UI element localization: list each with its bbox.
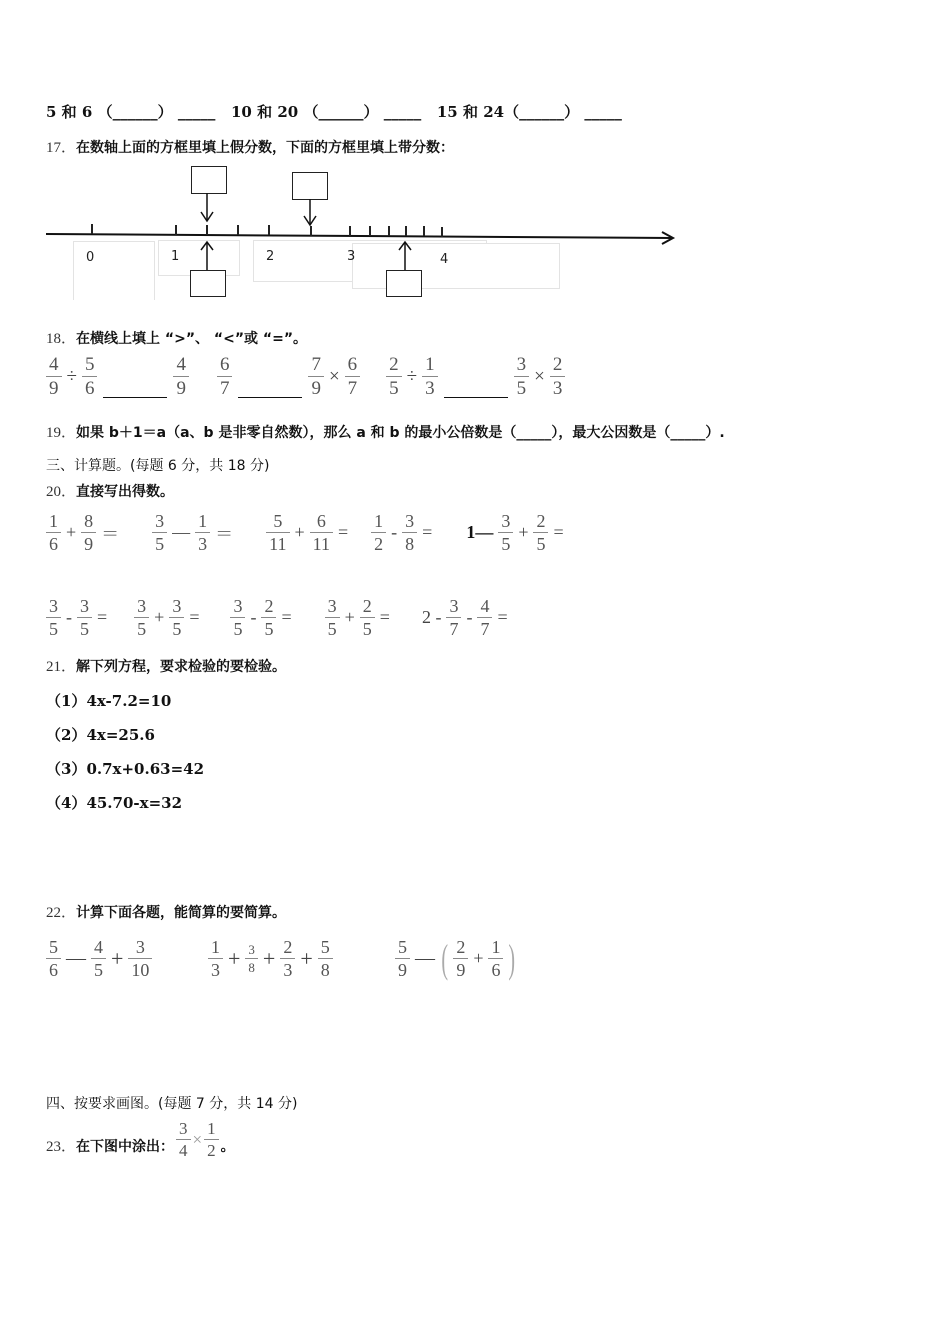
mental-math-item: $\frac{5}{11}$ + $\frac{6}{11}$ = — [264, 512, 351, 553]
mental-math-item: $\frac{3}{5}$ + $\frac{3}{5}$ = — [132, 597, 202, 638]
equals-sign: = — [97, 607, 108, 627]
tick-mark — [237, 225, 239, 235]
compare-blank-2[interactable] — [238, 379, 302, 398]
fraction: $\frac{8}{9}$ — [81, 512, 96, 553]
fraction: $\frac{3}{7}$ — [446, 597, 461, 638]
fraction: $\frac{2}{5}$ — [360, 597, 375, 638]
fraction: $\frac{3}{5}$ — [514, 355, 530, 398]
fraction: $\frac{6}{7}$ — [217, 355, 233, 398]
tick-mark — [405, 226, 407, 236]
fraction: $\frac{3}{5}$ — [134, 597, 149, 638]
tick-mark — [423, 226, 425, 236]
fraction: $\frac{3}{5}$ — [325, 597, 340, 638]
tick-mark — [91, 224, 93, 234]
tick-label-1: 1 — [171, 249, 180, 264]
tick-mark — [175, 225, 177, 235]
number-line-figure — [0, 160, 700, 305]
fraction: $\frac{1}{3}$ — [422, 355, 438, 398]
equation-4: （4）45.70-x=32 — [46, 794, 183, 812]
section-4-heading: 四、按要求画图。(每题 7 分，共 14 分) — [46, 1096, 298, 1112]
q16-blank-lcm-3[interactable]: ______ — [519, 103, 565, 121]
section-3-heading: 三、计算题。(每题 6 分，共 18 分) — [46, 458, 270, 474]
fraction: $\frac{3}{5}$ — [169, 597, 184, 638]
q16-pair-2: 10 和 20 — [231, 103, 299, 121]
fraction: $\frac{3}{5}$ — [498, 512, 513, 553]
fraction: $\frac{3}{5}$ — [230, 597, 245, 638]
q20-prompt: 20．直接写出得数。 — [46, 484, 175, 500]
mental-math-item: 2 - $\frac{3}{7}$ - $\frac{4}{7}$ = — [421, 596, 508, 639]
mental-math-item: $\frac{3}{5}$ - $\frac{2}{5}$ = — [228, 597, 294, 638]
mental-math-item: $\frac{3}{5}$ - $\frac{3}{5}$ = — [44, 597, 110, 638]
equals-sign: = — [338, 522, 349, 542]
fraction: $\frac{2}{5}$ — [533, 512, 548, 553]
mental-math-item: $\frac{3}{5}$ + $\frac{2}{5}$ = — [323, 597, 393, 638]
mental-math-item: $\frac{1}{2}$ - $\frac{3}{8}$ = — [369, 512, 435, 553]
q17-prompt — [46, 137, 454, 158]
q20-row-1 — [44, 512, 567, 553]
equals-sign: ＝ — [101, 523, 120, 544]
mental-math-item: $\frac{3}{5}$ — $\frac{1}{3}$ ＝ — [150, 512, 236, 553]
tick-label-4: 4 — [440, 252, 449, 267]
compare-blank-1[interactable] — [103, 379, 167, 398]
tick-label-3: 3 — [347, 249, 356, 264]
tick-mark — [206, 225, 208, 235]
q22-expression-1: $\frac{5}{6}$ — $\frac{4}{5}$ + $\frac{3}{10}$ — [44, 938, 154, 979]
question-text: 在数轴上面的方框里填上假分数，下面的方框里填上带分数： — [76, 140, 455, 156]
fraction: $\frac{3}{5}$ — [77, 597, 92, 638]
q22-prompt: 22．计算下面各题，能简算的要简算。 — [46, 905, 287, 921]
equation-2: （2）4x=25.6 — [46, 726, 155, 744]
fraction: $\frac{3}{5}$ — [152, 512, 167, 553]
q16-blank-lcm-2[interactable]: ______ — [318, 103, 364, 121]
mixed-number-box-2[interactable] — [386, 270, 422, 297]
tick-label-2: 2 — [266, 249, 275, 264]
mental-math-item: 1— $\frac{3}{5}$ + $\frac{2}{5}$ = — [466, 511, 564, 554]
q20-row-2 — [44, 597, 511, 638]
tick-label-0: 0 — [86, 250, 95, 265]
fraction: $\frac{5}{11}$ — [266, 512, 289, 553]
equals-sign: = — [497, 607, 508, 627]
equals-sign: = — [189, 607, 200, 627]
equals-sign: = — [422, 522, 433, 542]
tick-mark — [268, 225, 270, 235]
fraction: $\frac{1}{3}$ — [195, 512, 210, 553]
fraction: $\frac{4}{9}$ — [173, 355, 189, 398]
fraction: $\frac{3}{5}$ — [46, 597, 61, 638]
fraction: $\frac{1}{6}$ — [46, 512, 61, 553]
q22-expression-2: $\frac{1}{3}$ + $\frac{3}{8}$ + $\frac{2}{3}$ + $\frac{5}{8}$ — [206, 938, 335, 979]
equals-sign: ＝ — [215, 523, 234, 544]
fraction: $\frac{3}{8}$ — [402, 512, 417, 553]
tick-mark — [388, 226, 390, 236]
tick-mark — [369, 226, 371, 236]
mixed-number-box-1[interactable] — [190, 270, 226, 297]
q16-pair-1: 5 和 6 — [46, 103, 93, 121]
question-number: 17． — [46, 140, 77, 156]
tick-mark — [441, 227, 443, 237]
fraction: $\frac{5}{6}$ — [82, 355, 98, 398]
fraction: $\frac{6}{7}$ — [345, 355, 361, 398]
equation-1: （1）4x-7.2=10 — [46, 692, 172, 710]
fraction: $\frac{6}{11}$ — [310, 512, 333, 553]
q16-blank-gcd-3[interactable]: _____ — [584, 103, 622, 121]
fraction: $\frac{7}{9}$ — [308, 355, 324, 398]
fraction: $\frac{4}{9}$ — [46, 355, 62, 398]
tick-mark — [310, 226, 312, 236]
q16-blank-gcd-2[interactable]: _____ — [383, 103, 422, 121]
compare-blank-3[interactable] — [444, 379, 508, 398]
q22-expression-3: $\frac{5}{9}$ — ( $\frac{2}{9}$ + $\frac{1}{6}$ ) — [393, 938, 519, 979]
fraction: $\frac{2}{5}$ — [386, 355, 402, 398]
q16-blank-lcm-1[interactable]: ______ — [112, 103, 158, 121]
equation-3: （3）0.7x+0.63=42 — [46, 760, 205, 778]
q16-blank-gcd-1[interactable]: _____ — [177, 103, 216, 121]
fraction: $\frac{4}{7}$ — [477, 597, 492, 638]
q16-answer-line: 5 和 6 （______） _____ 10 和 20 （______） _____ 15 和 24（______） _____ — [46, 103, 622, 121]
fraction: $\frac{2}{3}$ — [550, 355, 566, 398]
equals-sign: = — [553, 522, 564, 542]
q18-comparisons: $\frac{4}{9}$ ÷ $\frac{5}{6}$ $\frac{4}{9}$ $\frac{6}{7}$ $\frac{7}{9}$ × $\frac{6}{7}$ $\frac{2}{5}$ ÷ $\frac{1}{3}$ $\frac{3}{5}$ × $\frac{2}{3}$ — [44, 355, 567, 398]
fraction: $\frac{1}{2}$ — [371, 512, 386, 553]
q21-prompt: 21．解下列方程，要求检验的要检验。 — [46, 659, 287, 675]
fraction: $\frac{2}{5}$ — [261, 597, 276, 638]
mental-math-item: $\frac{1}{6}$ + $\frac{8}{9}$ ＝ — [44, 512, 122, 553]
equals-sign: = — [281, 607, 292, 627]
tick-mark — [349, 226, 351, 236]
q18-prompt: 18．在横线上填上 “>”、 “<”或 “=”。 — [46, 331, 308, 347]
equals-sign: = — [379, 607, 390, 627]
q19-prompt: 19．如果 b＋1＝a（a、b 是非零自然数），那么 a 和 b 的最小公倍数是（_____），最大公因数是（_____）. — [46, 425, 725, 441]
q23-prompt: 23． 在下图中涂出： $\frac{3}{4}$ × $\frac{1}{2}$ 。 — [46, 1119, 235, 1160]
q16-pair-3: 15 和 24 — [436, 103, 505, 121]
